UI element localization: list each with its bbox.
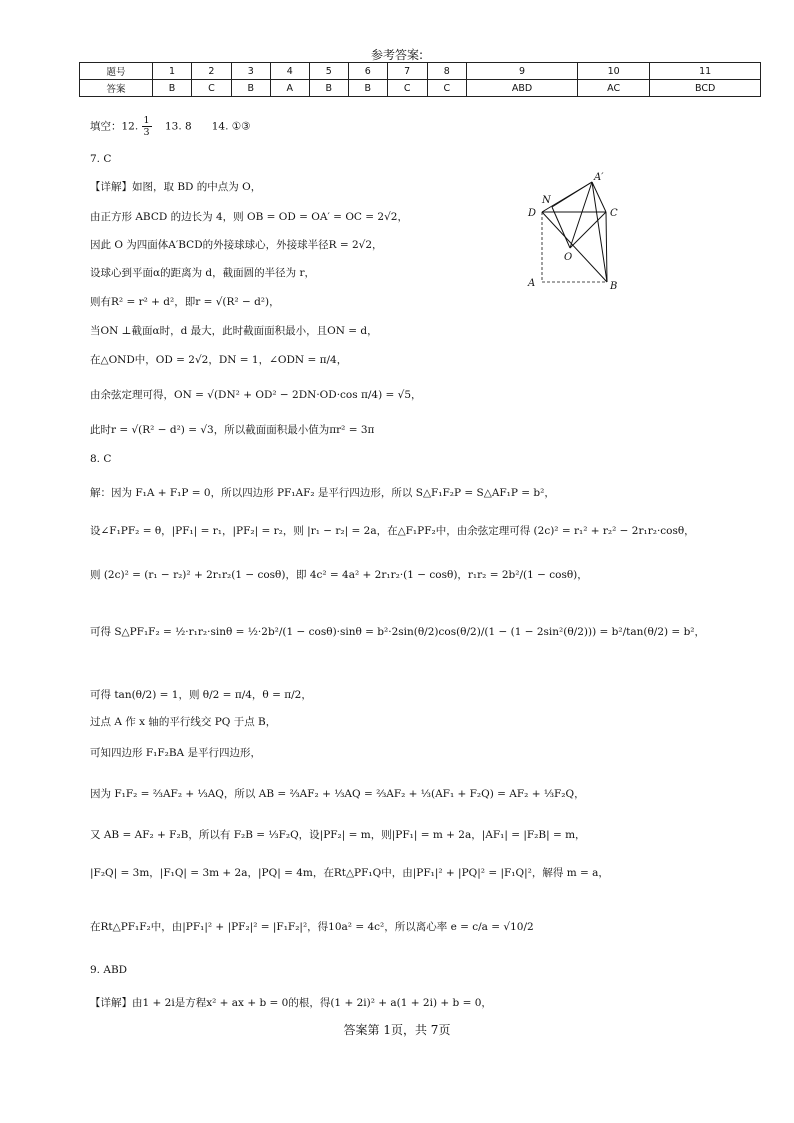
- q7-line: 则有R² = r² + d²，即r = √(R² − d²)，: [90, 296, 280, 308]
- q7-line: 由余弦定理可得，ON = √(DN² + OD² − 2DN·OD·cos π/4) = √5，: [90, 389, 422, 401]
- q7-line: 由正方形 ABCD 的边长为 4，则 OB = OD = OA′ = OC = 2√2，: [90, 211, 408, 223]
- fill-in-answers: [90, 115, 251, 138]
- q8-line: 则 (2c)² = (r₁ − r₂)² + 2r₁r₂(1 − cosθ)，即 4c² = 4a² + 2r₁r₂·(1 − cosθ)，r₁r₂ = 2b²/(1 − cosθ)，: [90, 569, 588, 581]
- q9-heading: 9. ABD: [90, 964, 128, 976]
- table-header-row: [80, 63, 761, 80]
- tetrahedron-figure: [520, 170, 630, 295]
- q8-line: 因为 F₁F₂ = ⅔AF₂ + ⅓AQ，所以 AB = ⅔AF₂ + ⅓AQ = ⅔AF₂ + ⅓(AF₁ + F₂Q) = AF₂ + ⅓F₂Q，: [90, 788, 585, 800]
- fill-14: 14. ①③: [211, 120, 251, 133]
- label-c: C: [610, 208, 618, 219]
- q8-line: 可得 tan(θ/2) = 1，则 θ/2 = π/4，θ = π/2，: [90, 689, 312, 701]
- table-cell: 6: [348, 63, 387, 80]
- table-cell: C: [387, 80, 427, 97]
- label-a: A: [528, 278, 536, 289]
- label-b: B: [610, 281, 618, 292]
- q7-line: 因此 O 为四面体A′BCD的外接球球心，外接球半径R = 2√2，: [90, 239, 383, 251]
- table-answer-label: 答案: [80, 80, 153, 97]
- label-d: D: [528, 208, 537, 219]
- table-cell: B: [153, 80, 192, 97]
- table-cell: B: [348, 80, 387, 97]
- table-cell: AC: [577, 80, 649, 97]
- q8-line: 设∠F₁PF₂ = θ，|PF₁| = r₁，|PF₂| = r₂，则 |r₁ − r₂| = 2a，在△F₁PF₂中，由余弦定理可得 (2c)² = r₁² + r₂² − 2r₁r₂·cosθ，: [90, 525, 695, 537]
- table-cell: C: [192, 80, 232, 97]
- fraction-12: $\frac{1}{3}$: [143, 115, 150, 138]
- page-footer: 答案第 1页，共 7页: [343, 1023, 451, 1037]
- table-cell: ABD: [467, 80, 578, 97]
- fill-label: 填空：12.: [90, 120, 139, 133]
- table-cell: 9: [467, 63, 578, 80]
- table-cell: B: [309, 80, 348, 97]
- table-cell: 3: [231, 63, 270, 80]
- answer-table: [79, 62, 761, 97]
- table-cell: C: [427, 80, 467, 97]
- table-header-label: 题号: [80, 63, 153, 80]
- q8-heading: 8. C: [90, 453, 112, 465]
- label-n: N: [542, 195, 551, 206]
- q7-line: 在△OND中，OD = 2√2，DN = 1，∠ODN = π/4，: [90, 354, 348, 366]
- q8-line: 可得 S△PF₁F₂ = ½·r₁r₂·sinθ = ½·2b²/(1 − cosθ)·sinθ = b²·2sin(θ/2)cos(θ/2)/(1 − (1 − 2sin²(θ/2))) = b²/tan(θ/2) = b²，: [90, 626, 706, 638]
- table-cell: 1: [153, 63, 192, 80]
- table-cell: 4: [270, 63, 309, 80]
- label-o: O: [564, 252, 573, 263]
- page-title: 参考答案:: [370, 48, 424, 62]
- table-cell: 8: [427, 63, 467, 80]
- q8-line: 又 AB = AF₂ + F₂B，所以有 F₂B = ⅓F₂Q，设|PF₂| = m，则|PF₁| = m + 2a，|AF₁| = |F₂B| = m，: [90, 829, 586, 841]
- table-answer-row: [80, 80, 761, 97]
- q8-line: |F₂Q| = 3m，|F₁Q| = 3m + 2a，|PQ| = 4m，在Rt△PF₁Q中，由|PF₁|² + |PQ|² = |F₁Q|²，解得 m = a，: [90, 867, 609, 879]
- table-cell: 5: [309, 63, 348, 80]
- fill-13: 13. 8: [164, 120, 192, 133]
- q8-line: 解：因为 F₁A + F₁P = 0，所以四边形 PF₁AF₂ 是平行四边形，所以 S△F₁F₂P = S△AF₁P = b²，: [90, 487, 555, 499]
- q9-line: 【详解】由1 + 2i是方程x² + ax + b = 0的根，得(1 + 2i)² + a(1 + 2i) + b = 0，: [90, 997, 492, 1009]
- table-cell: BCD: [650, 80, 761, 97]
- q7-line: 此时r = √(R² − d²) = √3，所以截面面积最小值为πr² = 3π: [90, 424, 375, 436]
- table-cell: 10: [577, 63, 649, 80]
- q8-line: 可知四边形 F₁F₂BA 是平行四边形，: [90, 747, 261, 759]
- table-cell: 11: [650, 63, 761, 80]
- table-cell: B: [231, 80, 270, 97]
- q7-line: 【详解】如图，取 BD 的中点为 O，: [90, 181, 262, 193]
- q7-line: 设球心到平面α的距离为 d，截面圆的半径为 r，: [90, 267, 316, 279]
- q7-heading: 7. C: [90, 153, 112, 165]
- label-a-prime: A′: [594, 172, 604, 183]
- table-cell: 7: [387, 63, 427, 80]
- q7-line: 当ON ⊥截面α时，d 最大，此时截面面积最小，且ON = d，: [90, 325, 378, 337]
- q8-line: 在Rt△PF₁F₂中，由|PF₁|² + |PF₂|² = |F₁F₂|²，得10a² = 4c²，所以离心率 e = c/a = √10/2: [90, 921, 534, 933]
- q8-line: 过点 A 作 x 轴的平行线交 PQ 于点 B，: [90, 716, 277, 728]
- table-cell: 2: [192, 63, 232, 80]
- table-cell: A: [270, 80, 309, 97]
